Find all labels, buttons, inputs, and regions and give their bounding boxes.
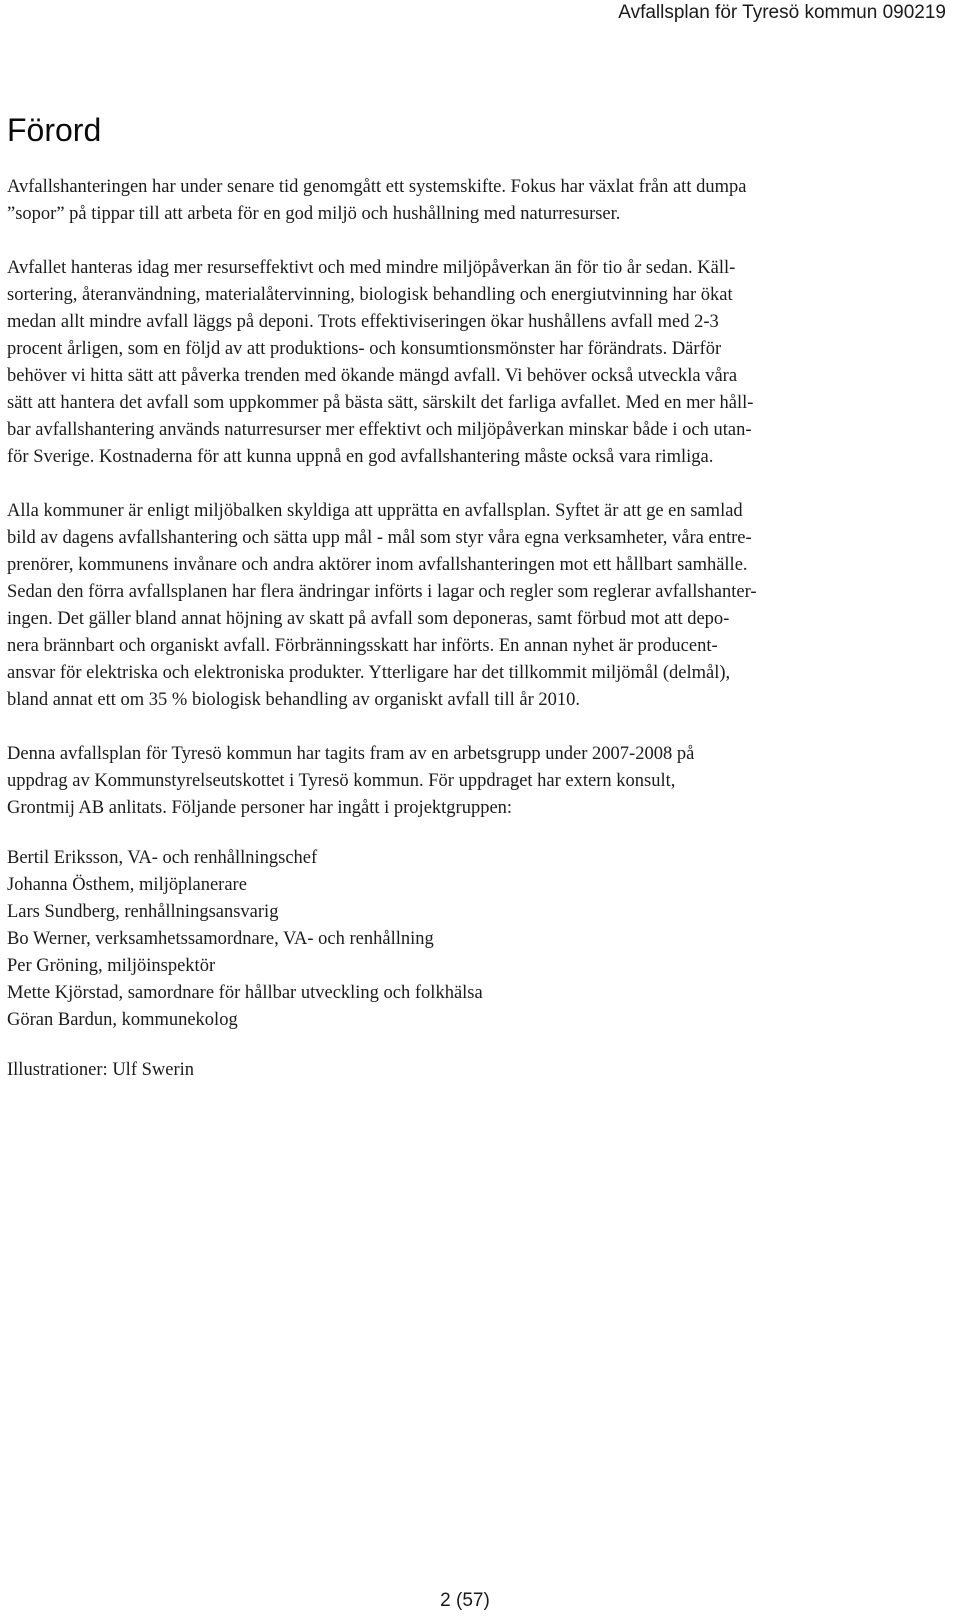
- text-line: procent årligen, som en följd av att produktions- och konsumtionsmönster har förändrats. Därför: [7, 339, 722, 359]
- text-line: ingen. Det gäller bland annat höjning av skatt på avfall som deponeras, samt förbud mot att depo-: [7, 609, 730, 629]
- text-line: Alla kommuner är enligt miljöbalken skyldiga att upprätta en avfallsplan. Syftet är att ge en samlad: [7, 501, 743, 521]
- text-line: behöver vi hitta sätt att påverka trenden med ökande mängd avfall. Vi behöver också utveckla våra: [7, 366, 738, 386]
- paragraph-legal-requirements: [7, 498, 946, 714]
- project-group-member: Per Gröning, miljöinspektör: [7, 956, 216, 976]
- text-line: ansvar för elektriska och elektroniska produkter. Ytterligare har det tillkommit miljömål (delmål),: [7, 663, 731, 683]
- text-line: nera brännbart och organiskt avfall. Förbränningsskatt har införts. En annan nyhet är producent-: [7, 636, 718, 656]
- text-line: sortering, återanvändning, materialåtervinning, biologisk behandling och energiutvinning har ökat: [7, 285, 733, 305]
- text-line: prenörer, kommunens invånare och andra aktörer inom avfallshanteringen mot ett hållbart samhälle.: [7, 555, 748, 575]
- text-line: bar avfallshantering används naturresurser mer effektivt och miljöpåverkan minskar både i och utan-: [7, 420, 752, 440]
- project-group-member: Johanna Östhem, miljöplanerare: [7, 875, 247, 895]
- page-title: Förord: [7, 112, 102, 148]
- illustrations-credit: [7, 1057, 946, 1084]
- page-number: 2 (57): [440, 1590, 490, 1611]
- paragraph-intro: [7, 174, 946, 228]
- text-line: bild av dagens avfallshantering och sätta upp mål - mål som styr våra egna verksamheter, våra entre-: [7, 528, 752, 548]
- project-group-member: Bertil Eriksson, VA- och renhållningschef: [7, 848, 318, 868]
- text-line: medan allt mindre avfall läggs på deponi. Trots effektiviseringen ökar hushållens avfall med 2-3: [7, 312, 719, 332]
- project-group-member: Lars Sundberg, renhållningsansvarig: [7, 902, 279, 922]
- text-line: Sedan den förra avfallsplanen har flera ändringar införts i lagar och regler som reglerar avfallshanter-: [7, 582, 757, 602]
- text-line: sätt att hantera det avfall som uppkommer på bästa sätt, särskilt det farliga avfallet. Med en mer håll-: [7, 393, 754, 413]
- text-line: ”sopor” på tippar till att arbeta för en god miljö och hushållning med naturresurser.: [7, 204, 621, 224]
- paragraph-working-group: [7, 741, 946, 822]
- project-group-list: [7, 845, 946, 1034]
- text-line: bland annat ett om 35 % biologisk behandling av organiskt avfall till år 2010.: [7, 690, 581, 710]
- paragraph-resource-efficiency: [7, 255, 946, 471]
- text-line: Avfallet hanteras idag mer resurseffektivt och med mindre miljöpåverkan än för tio år sedan. Käll-: [7, 258, 736, 278]
- project-group-member: Göran Bardun, kommunekolog: [7, 1010, 238, 1030]
- text-line: Avfallshanteringen har under senare tid genomgått ett systemskifte. Fokus har växlat från att dumpa: [7, 177, 747, 197]
- illustrations-credit-text: Illustrationer: Ulf Swerin: [7, 1060, 195, 1080]
- text-line: Denna avfallsplan för Tyresö kommun har tagits fram av en arbetsgrupp under 2007-2008 på: [7, 744, 695, 764]
- text-line: Grontmij AB anlitats. Följande personer har ingått i projektgruppen:: [7, 798, 513, 818]
- project-group-member: Bo Werner, verksamhetssamordnare, VA- och renhållning: [7, 929, 434, 949]
- text-line: uppdrag av Kommunstyrelseutskottet i Tyresö kommun. För uppdraget har extern konsult,: [7, 771, 676, 791]
- text-line: för Sverige. Kostnaderna för att kunna uppnå en god avfallshantering måste också vara rimliga.: [7, 447, 714, 467]
- project-group-member: Mette Kjörstad, samordnare för hållbar utveckling och folkhälsa: [7, 983, 483, 1003]
- running-header: Avfallsplan för Tyresö kommun 090219: [618, 2, 946, 23]
